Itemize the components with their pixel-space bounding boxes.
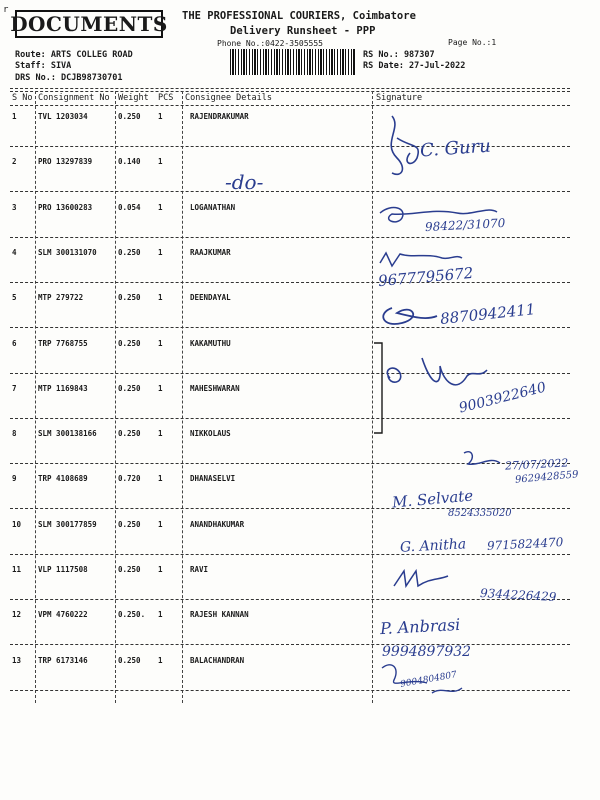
row-sno: 1 [12, 112, 17, 121]
sig-r10-phone-a: 8524335020 [448, 508, 512, 519]
sig-r5-phone: 8870942411 [439, 300, 537, 328]
sig-scribble-r1 [391, 116, 418, 174]
col-divider [35, 91, 36, 703]
sig-scribble-r8 [464, 452, 500, 465]
row-pcs: 1 [158, 610, 163, 620]
row-consignee: DHANASELVI [190, 474, 236, 484]
col-divider [182, 91, 183, 703]
row-sno: 9 [12, 474, 17, 484]
row-sno: 7 [12, 383, 17, 393]
row-consignment: TRP 4108689 [38, 474, 88, 484]
row-weight: 0.250 [118, 429, 141, 439]
row-consignee: DEENDAYAL [190, 293, 231, 303]
row-consignee: MAHESHWARAN [190, 383, 240, 393]
row-consignee: KAKAMUTHU [190, 338, 231, 348]
row-sno: 8 [12, 429, 17, 439]
sig-scribble-r11 [394, 571, 448, 586]
sig-bracket-r6-7 [374, 343, 382, 433]
row-weight: 0.250 [118, 655, 141, 665]
row-consignment: MTP 1169843 [38, 383, 88, 393]
sig-r12-phone: 9994897932 [382, 644, 472, 660]
row-consignment: TRP 7768755 [38, 338, 88, 348]
row-weight: 0.250. [118, 610, 146, 620]
row-consignment: SLM 300131070 [38, 247, 97, 257]
row-pcs: 1 [158, 202, 163, 212]
header-rule-top [10, 88, 570, 89]
sig-r13-phone: 9004804807 [399, 670, 458, 690]
col-consignee: Consignee Details [185, 93, 272, 103]
row-pcs: 1 [158, 338, 163, 348]
row-pcs: 1 [158, 519, 163, 529]
row-sno: 13 [12, 655, 22, 665]
row-sno: 5 [12, 293, 17, 303]
header-rule-top-2 [10, 91, 570, 92]
row-consignment: PRO 13297839 [38, 157, 93, 167]
row-pcs: 1 [158, 655, 163, 665]
barcode [230, 49, 356, 75]
col-signature: Signature [376, 93, 423, 103]
row-consignee: RAAJKUMAR [190, 247, 231, 257]
row-weight: 0.250 [118, 383, 141, 393]
row-pcs: 1 [158, 474, 163, 484]
page-number: Page No.:1 [448, 38, 497, 47]
row-weight: 0.250 [118, 112, 141, 121]
route-label: Route: ARTS COLLEG ROAD [15, 50, 133, 60]
col-weight: Weight [118, 93, 149, 103]
col-pcs: PCS [158, 93, 174, 103]
rs-date: RS Date: 27-Jul-2022 [363, 61, 466, 71]
sig-r9-name: M. Selvate [391, 486, 474, 512]
row-sno: 3 [12, 202, 17, 212]
runsheet-subtitle: Delivery Runsheet - PPP [230, 25, 376, 37]
row-pcs: 1 [158, 112, 163, 121]
row-consignee: RAJENDRAKUMAR [190, 112, 249, 121]
row-sno: 6 [12, 338, 17, 348]
sig-r9-date: 27/07/2022 [504, 456, 569, 473]
sig-r9-phone: 9629428559 [514, 469, 579, 486]
row-weight: 0.054 [118, 202, 141, 212]
row-consignment: VPM 4760222 [38, 610, 88, 620]
sig-scribble-r5 [383, 308, 437, 324]
sig-r10-phone-b: 9715824470 [486, 535, 564, 553]
row-weight: 0.250 [118, 519, 141, 529]
rs-number: RS No.: 987307 [363, 50, 435, 60]
row-consignee: NIKKOLAUS [190, 429, 231, 439]
row-consignment: TVL 1203034 [38, 112, 88, 121]
staff-label: Staff: SIVA [15, 61, 72, 71]
row-pcs: 1 [158, 565, 163, 574]
row-weight: 0.250 [118, 293, 141, 303]
row-sno: 4 [12, 247, 17, 257]
row-consignee: RAVI [190, 565, 209, 574]
col-consignment: Consignment No [38, 93, 110, 103]
row-sno: 10 [12, 519, 22, 529]
sig-r10-name: G. Anitha [399, 536, 467, 556]
row-consignee: RAJESH KANNAN [190, 610, 249, 620]
sig-r4-phone: 9677795672 [377, 263, 475, 291]
sig-r1-name: C. Guru [419, 135, 492, 162]
col-divider [115, 91, 116, 703]
sig-r7-phone: 9003922640 [457, 379, 548, 417]
row-weight: 0.250 [118, 338, 141, 348]
row-pcs: 1 [158, 247, 163, 257]
company-title: THE PROFESSIONAL COURIERS, Coimbatore [182, 10, 416, 22]
sig-scribble-r6 [387, 358, 487, 385]
row-weight: 0.720 [118, 474, 141, 484]
row-sno: 11 [12, 565, 22, 574]
row-consignment: SLM 300177859 [38, 519, 97, 529]
row-weight: 0.250 [118, 247, 141, 257]
row-consignee: BALACHANDRAN [190, 655, 245, 665]
corner-mark: r [3, 5, 9, 15]
drs-number: DRS No.: DCJB98730701 [15, 73, 123, 83]
row-weight: 0.140 [118, 157, 141, 167]
row-pcs: 1 [158, 429, 163, 439]
ditto-mark: -do- [225, 170, 264, 194]
row-consignment: TRP 6173146 [38, 655, 88, 665]
sig-r12-name: P. Anbrasi [379, 614, 461, 639]
row-pcs: 1 [158, 383, 163, 393]
documents-stamp: DOCUMENTS [10, 12, 168, 36]
sig-r3-phone: 98422/31070 [424, 215, 506, 235]
row-consignee: ANANDHAKUMAR [190, 519, 245, 529]
sig-r11-phone: 9344226429 [479, 586, 557, 604]
row-consignment: PRO 13600283 [38, 202, 93, 212]
row-pcs: 1 [158, 157, 163, 167]
row-pcs: 1 [158, 293, 163, 303]
row-consignment: VLP 1117508 [38, 565, 88, 574]
row-consignment: SLM 300138166 [38, 429, 97, 439]
row-consignee: LOGANATHAN [190, 202, 236, 212]
company-phone: Phone No.:0422-3505555 [217, 39, 323, 48]
row-sno: 2 [12, 157, 17, 167]
row-sno: 12 [12, 610, 22, 620]
header-rule-bottom [10, 105, 570, 106]
col-sno: S No [12, 93, 33, 103]
row-consignment: MTP 279722 [38, 293, 84, 303]
sig-scribble-r4 [380, 253, 462, 266]
row-weight: 0.250 [118, 565, 141, 574]
